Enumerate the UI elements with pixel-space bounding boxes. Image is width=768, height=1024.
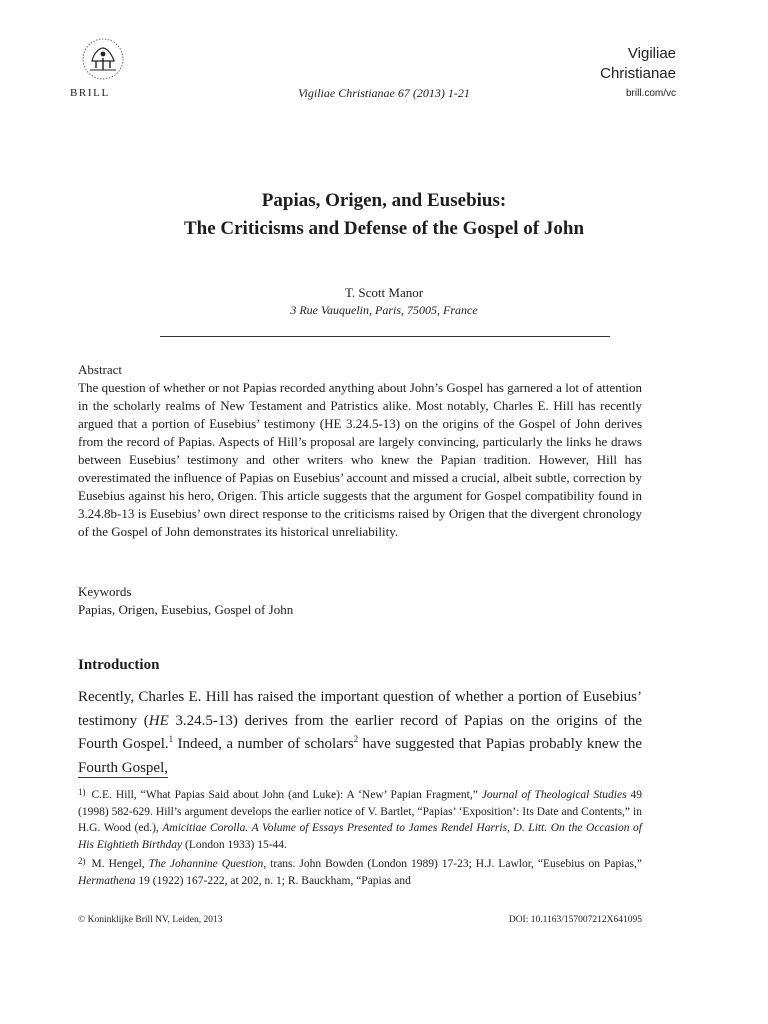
intro-text-3: Indeed, a number of scholars [173,736,354,752]
footnote-text: (London 1933) 15-44. [182,838,287,851]
footnote-1 [78,784,642,853]
journal-url[interactable]: brill.com/vc [625,88,676,99]
keywords-heading: Keywords [78,584,132,599]
footnote-text: , trans. John Bowden (London 1989) 17-23; H.J. Lawlor, “Eusebius on Papias,” [263,858,643,870]
author-name: T. Scott Manor [344,285,424,300]
footnote-ref-2[interactable]: 2 [353,734,359,744]
footnote-italic: The Johannine Question [148,858,264,870]
journal-name [600,44,676,84]
intro-text-4: have suggested that Papias probably knew the Fourth Gospel, [78,736,643,776]
footnote-text: M. Hengel, [91,858,149,870]
doi[interactable]: DOI: 10.1163/157007212X641095 [508,915,642,925]
author-address: 3 Rue Vauquelin, Paris, 75005, France [290,303,478,317]
footnote-ref-1[interactable]: 1 [168,734,174,744]
footnote-text: 19 (1922) 167-222, at 202, n. 1; R. Bauckham, “Papias and [135,874,411,887]
journal-name-line1: Vigiliae [627,45,676,62]
intro-text-2: 3.24.5-13) derives from the earlier record of Papias on the origins of the Fourth Gospel. [78,712,642,752]
abstract-text: The question of whether or not Papias recorded anything about John’s Gospel has garnered a lot of attention in the scholarly realms of New Testament and Patristics alike. Most notably, Charles E. Hill has recently argued that a portion of Eusebius’ testimony (HE 3.24.5-13) on the origins of the Gospel of John derives from the record of Papias. Aspects of Hill’s proposal are largely convincing, particularly the links he draws between Eusebius’ testimony and other writers who knew the Papian tradition. However, Hill has overestimated the influence of Papias on Eusebius’ account and missed a crucial, albeit subtle, correction by Eusebius against his hero, Origen. This article suggests that the argument for Gospel compatibility found in 3.24.8b-13 is Eusebius’ own direct response to the criticisms raised by Origen that the divergent chronology of the Gospel of John demonstrates its historical unreliability. [78,380,642,539]
journal-citation: Vigiliae Christianae 67 (2013) 1-21 [298,86,470,100]
publisher-name: BRILL [70,87,110,99]
footnote-number: 1) [78,787,86,797]
article-title [0,187,768,243]
footnote-divider [78,777,168,778]
footnote-italic: Hermathena [78,874,136,887]
footnote-2 [78,853,642,889]
introduction-heading: Introduction [78,657,160,673]
footnote-italic: Journal of Theological Studies [481,789,627,801]
copyright-notice: © Koninklijke Brill NV, Leiden, 2013 [78,915,223,925]
journal-name-line2: Christianae [600,65,676,82]
title-line-2: The Criticisms and Defense of the Gospel of John [183,218,585,239]
title-line-1: Papias, Origen, and Eusebius: [261,190,507,211]
footnote-text: C.E. Hill, “What Papias Said about John (and Luke): A ‘New’ Papian Fragment,” [91,789,482,801]
intro-text-1: Recently, Charles E. Hill has raised the important question of whether a portion of Eusebius’ testimony ( [78,689,642,729]
keywords-section [78,583,642,619]
footnote-text: 49 (1998) 582-629. Hill’s argument develops the earlier notice of V. Bartlet, “Papias’ ‘Exposition’: Its Date and Contents,” in H.G. Wood (ed.), [78,789,642,834]
footnotes [78,784,642,889]
footnote-italic: Amicitiae Corolla. A Volume of Essays Presented to James Rendel Harris, D. Litt. On the Occasion of His Eightieth Birthday [78,822,642,851]
abstract-section [78,361,642,541]
title-divider [160,336,610,337]
intro-he: HE [148,712,169,729]
abstract-heading: Abstract [78,362,123,377]
brill-logo [74,34,132,84]
keywords-text: Papias, Origen, Eusebius, Gospel of John [78,602,294,617]
introduction-paragraph [78,686,642,780]
footnote-number: 2) [78,856,86,866]
